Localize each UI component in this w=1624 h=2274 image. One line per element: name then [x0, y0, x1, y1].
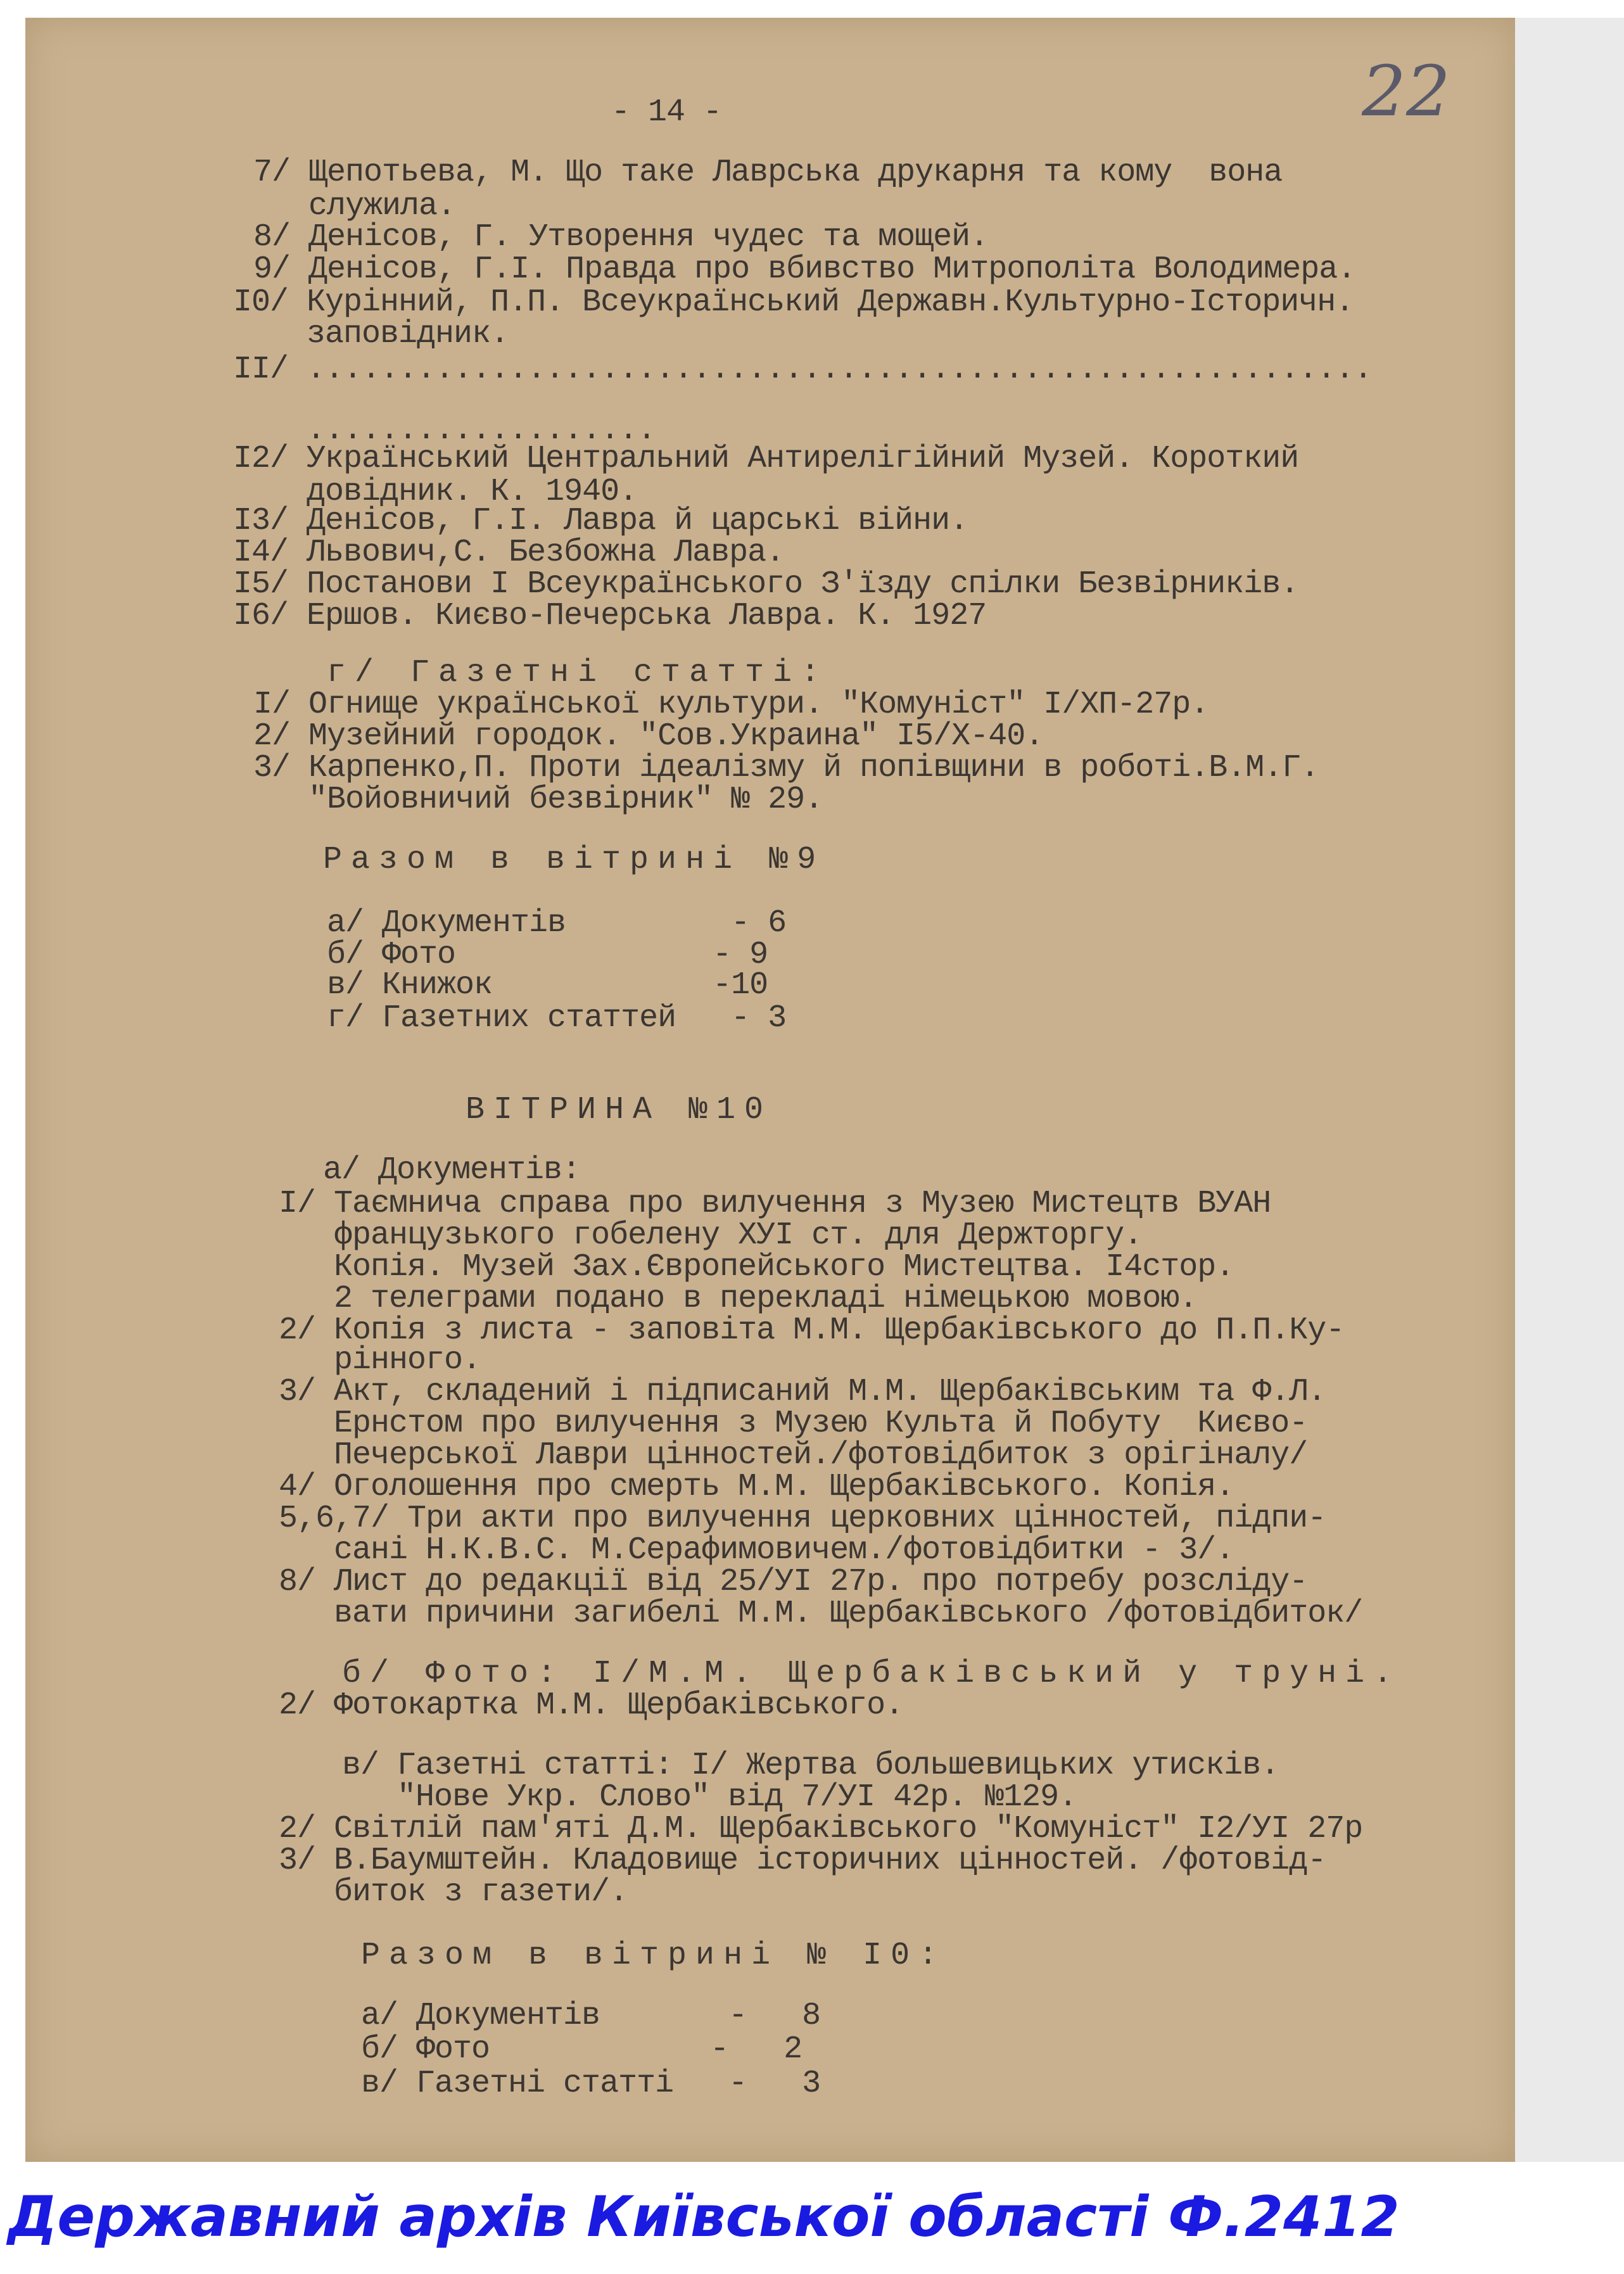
text-line: 2/ Фотокартка М.М. Щербаківського.: [279, 1687, 904, 1724]
text-line: Разом в вітрині № I0:: [361, 1938, 947, 1974]
scan-margin: [1515, 18, 1624, 2162]
text-line: рінного.: [279, 1342, 481, 1378]
text-line: I6/ Ершов. Києво-Печерська Лавра. К. 1927: [233, 598, 987, 634]
text-line: в/ Книжок -10: [327, 967, 768, 1003]
text-line: г/ Газетні статті:: [327, 655, 829, 691]
handwritten-page-number: 22: [1362, 51, 1450, 132]
text-line: I/ Огнище української культури. "Комуніст" I/ХП-27р.: [253, 687, 1209, 723]
text-line: Печерської Лаври цінностей./фотовідбиток з орігіналу/: [279, 1437, 1308, 1473]
text-line: б/ Фото - 9: [327, 937, 768, 973]
text-line: I3/ Денісов, Г.І. Лавра й царські війни.: [233, 503, 968, 539]
text-line: "Нове Укр. Слово" від 7/УІ 42р. №129.: [342, 1779, 1077, 1815]
text-line: I2/ Український Центральний Антирелігійний Музей. Короткий: [233, 441, 1299, 477]
page-number: - 14 -: [611, 94, 722, 130]
text-line: Копія. Музей Зах.Європейського Мистецтва. I4стор.: [279, 1249, 1234, 1285]
text-line: 3/ Акт, складений і підписаний М.М. Щербаківським та Ф.Л.: [279, 1374, 1326, 1410]
text-line: I4/ Львович,С. Безбожна Лавра.: [233, 535, 785, 571]
text-line: вати причини загибелі М.М. Щербаківського /фотовідбиток/: [279, 1596, 1363, 1632]
text-line: г/ Газетних статтей - 3: [327, 1000, 787, 1036]
text-line: в/ Газетні статті: I/ Жертва большевицьких утисків.: [342, 1748, 1279, 1784]
text-line: 2 телеграми подано в перекладі німецькою мовою.: [279, 1281, 1198, 1317]
text-line: 5,6,7/ Три акти про вилучення церковних цінностей, підпи-: [279, 1501, 1326, 1537]
text-line: 8/ Лист до редакції від 25/УІ 27р. про потребу розсліду-: [279, 1564, 1308, 1600]
text-line: а/ Документів - 8: [361, 1998, 821, 2034]
text-line: I5/ Постанови I Всеукраїнського З'їзду спілки Безвірників.: [233, 566, 1299, 602]
text-line: I/ Таємнича справа про вилучення з Музею Мистецтв ВУАН: [279, 1186, 1271, 1222]
text-line: 2/ Музейний городок. "Сов.Украина" I5/Х-40.: [253, 718, 1044, 754]
text-line: довідник. К. 1940.: [233, 474, 638, 510]
text-line: ВІТРИНА №10: [466, 1092, 773, 1128]
text-line: биток з газети/.: [279, 1874, 628, 1910]
text-line: 8/ Денісов, Г. Утворення чудес та мощей.: [253, 219, 989, 255]
text-line: б/ Фото - 2: [361, 2031, 802, 2068]
text-line: 2/ Копія з листа - заповіта М.М. Щербаківського до П.П.Ку-: [279, 1312, 1345, 1349]
archive-caption: Державний архів Київської області Ф.2412: [8, 2184, 1400, 2249]
text-line: 2/ Світлій пам'яті Д.М. Щербаківського "Комуніст" I2/УІ 27р: [279, 1811, 1363, 1847]
text-line: Ернстом про вилучення з Музею Культа й Побуту Києво-: [279, 1406, 1308, 1442]
text-line: а/ Документів - 6: [327, 905, 787, 941]
text-line: 3/ Карпенко,П. Проти ідеалізму й попівщини в роботі.В.М.Г.: [253, 750, 1319, 786]
text-line: II/ ..........................................................: [233, 352, 1373, 388]
text-line: б/ Фото: I/М.М. Щербаківський у труні.: [342, 1656, 1402, 1692]
text-line: I0/ Курінний, П.П. Всеукраїнський Державн.Культурно-Історичн.: [233, 284, 1354, 321]
text-line: Разом в вітрині №9: [323, 842, 825, 878]
text-line: французького гобелену ХУІ ст. для Держторгу.: [279, 1217, 1143, 1254]
text-line: ...................: [233, 412, 656, 448]
text-line: служила.: [253, 188, 456, 224]
text-line: а/ Документів:: [323, 1152, 581, 1188]
text-line: 9/ Денісов, Г.І. Правда про вбивство Митрополіта Володимера.: [253, 251, 1356, 288]
text-line: сані Н.К.В.С. М.Серафимовичем./фотовідбитки - 3/.: [279, 1532, 1234, 1568]
text-line: заповідник.: [233, 316, 509, 352]
text-line: 3/ В.Баумштейн. Кладовище історичних цінностей. /фотовід-: [279, 1843, 1326, 1879]
text-line: "Войовничий безвірник" № 29.: [253, 782, 823, 818]
text-line: в/ Газетні статті - 3: [361, 2066, 821, 2102]
text-line: 7/ Щепотьева, М. Що таке Лаврська друкарня та кому вона: [253, 155, 1283, 191]
text-line: 4/ Оголошення про смерть М.М. Щербаківського. Копія.: [279, 1469, 1234, 1505]
